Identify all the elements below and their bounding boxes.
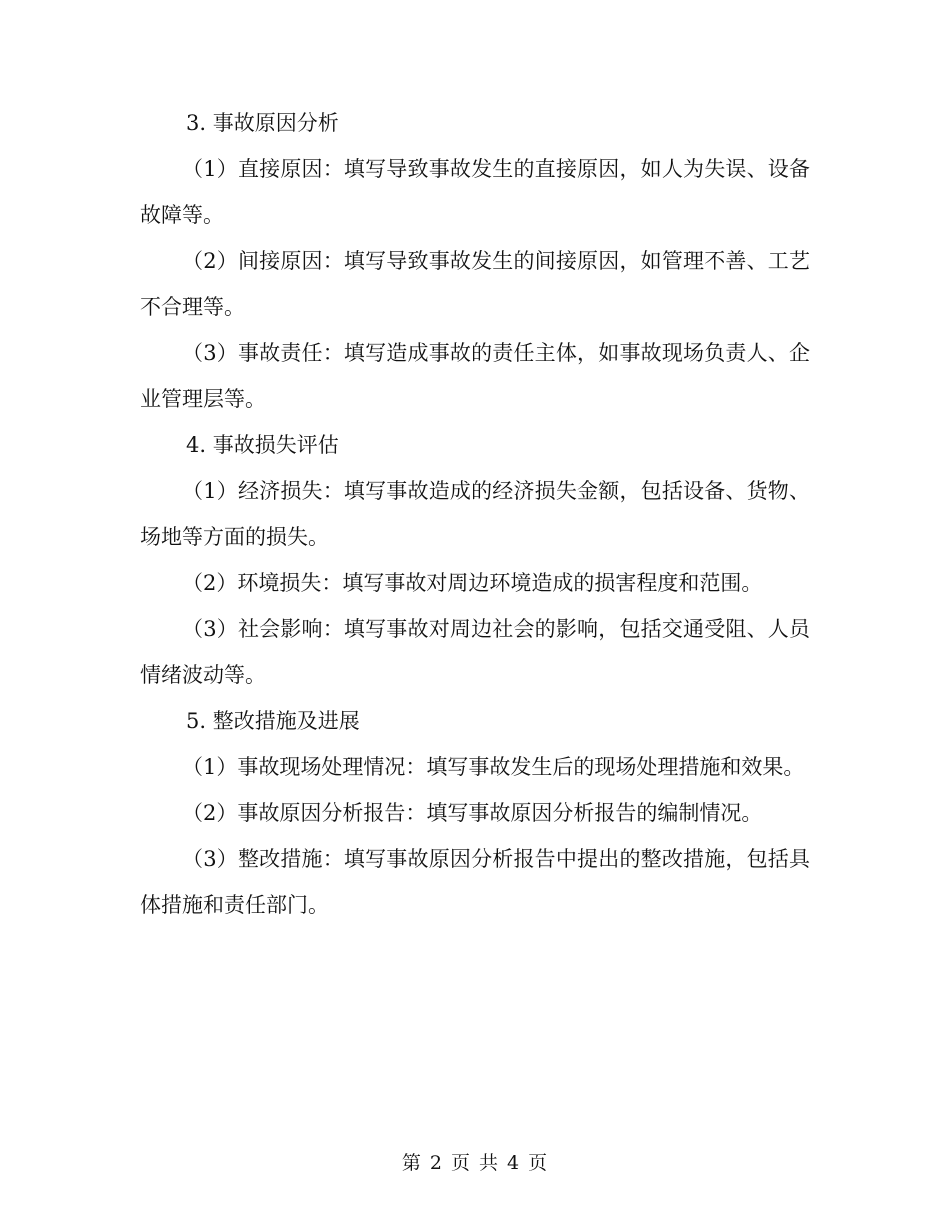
section-item: （3）社会影响：填写事故对周边社会的影响，包括交通受阻、人员情绪波动等。	[140, 617, 810, 687]
footer-label-page: 页	[450, 1152, 471, 1174]
footer-label-prefix: 第	[401, 1152, 422, 1174]
section-item: （1）经济损失：填写事故造成的经济损失金额，包括设备、货物、场地等方面的损失。	[140, 479, 810, 549]
footer-label-total: 共	[479, 1152, 500, 1174]
section-item: （2）环境损失：填写事故对周边环境造成的损害程度和范围。	[182, 571, 763, 595]
section-heading: 4. 事故损失评估	[186, 433, 339, 457]
section-heading: 3. 事故原因分析	[186, 111, 339, 135]
footer-current-page: 2	[429, 1152, 443, 1174]
section-item: （1）直接原因：填写导致事故发生的直接原因，如人为失误、设备故障等。	[140, 157, 810, 227]
section-item: （1）事故现场处理情况：填写事故发生后的现场处理措施和效果。	[182, 755, 805, 779]
page-footer	[0, 1148, 950, 1175]
section-item: （2）间接原因：填写导致事故发生的间接原因，如管理不善、工艺不合理等。	[140, 249, 810, 319]
footer-label-suffix: 页	[528, 1152, 549, 1174]
document-body	[140, 100, 810, 928]
section-item: （3）事故责任：填写造成事故的责任主体，如事故现场负责人、企业管理层等。	[140, 341, 810, 411]
section-item: （3）整改措施：填写事故原因分析报告中提出的整改措施，包括具体措施和责任部门。	[140, 847, 810, 917]
section-heading: 5. 整改措施及进展	[186, 709, 360, 733]
section-item: （2）事故原因分析报告：填写事故原因分析报告的编制情况。	[182, 801, 763, 825]
footer-total-pages: 4	[507, 1152, 521, 1174]
